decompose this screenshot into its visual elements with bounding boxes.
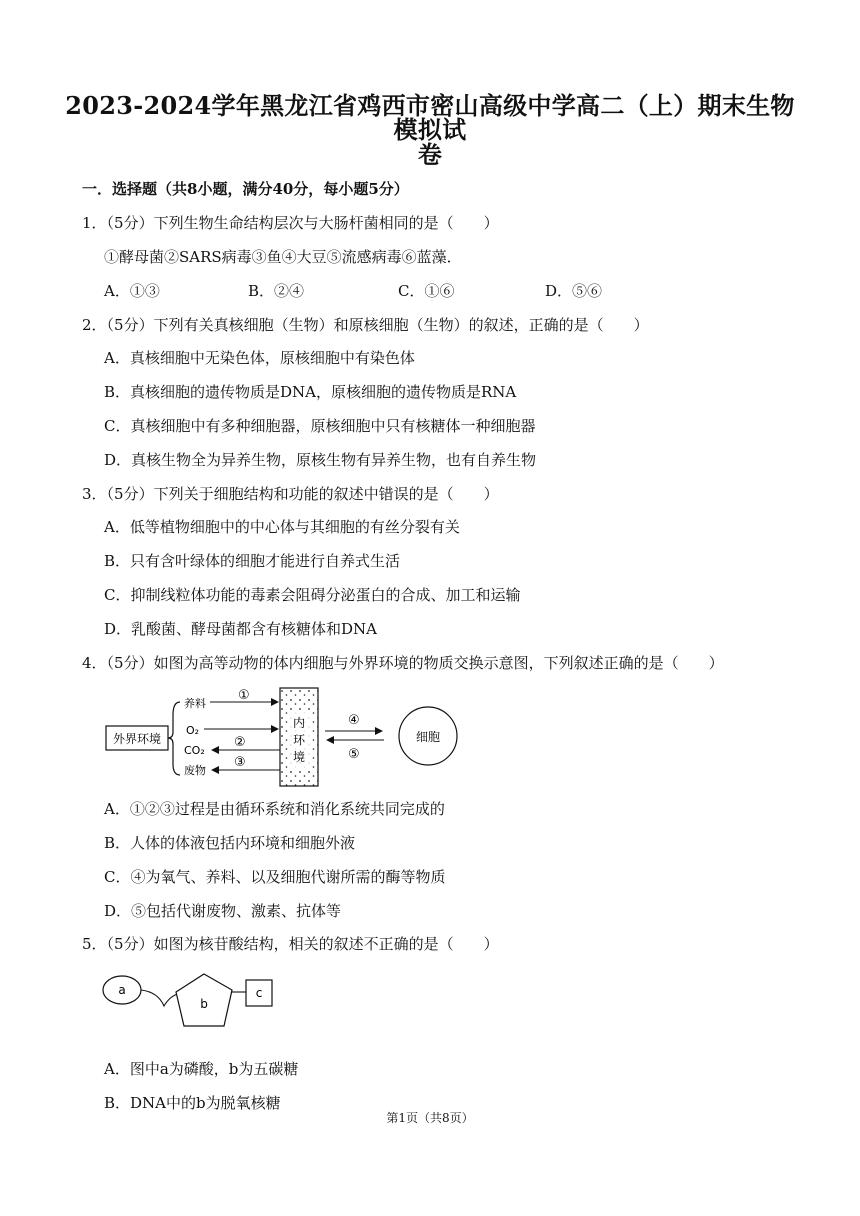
- num-2: ②: [234, 735, 246, 750]
- num-1: ①: [238, 688, 250, 703]
- q4-diagram: [100, 680, 460, 790]
- q5-stem: 5．（5分）如图为核苷酸结构，相关的叙述不正确的是（ ）: [82, 935, 499, 953]
- num-5: ⑤: [348, 747, 360, 762]
- cell-label: 细胞: [415, 730, 441, 744]
- q3-option-d[interactable]: D．乳酸菌、酵母菌都含有核糖体和DNA: [104, 620, 378, 638]
- q4-option-d[interactable]: D．⑤包括代谢废物、激素、抗体等: [104, 902, 342, 920]
- q1-items: ①酵母菌②SARS病毒③鱼④大豆⑤流感病毒⑥蓝藻．: [104, 248, 462, 266]
- q4-option-b[interactable]: B．人体的体液包括内环境和细胞外液: [104, 834, 356, 852]
- q2-option-d[interactable]: D．真核生物全为异养生物，原核生物有异养生物，也有自养生物: [104, 451, 537, 469]
- q5-nucleotide-diagram: [100, 962, 290, 1044]
- q1-stem: 1．（5分）下列生物生命结构层次与大肠杆菌相同的是（ ）: [82, 214, 499, 232]
- q2-option-c[interactable]: C．真核细胞中有多种细胞器，原核细胞中只有核糖体一种细胞器: [104, 417, 536, 435]
- q1-option-b[interactable]: B．②④: [248, 282, 305, 300]
- brace: [168, 702, 180, 775]
- q2-option-b[interactable]: B．真核细胞的遗传物质是DNA，原核细胞的遗传物质是RNA: [104, 383, 517, 401]
- bond-a-b: [141, 990, 178, 1006]
- q1-option-a[interactable]: A．①③: [104, 282, 160, 300]
- q4-stem: 4．（5分）如图为高等动物的体内细胞与外界环境的物质交换示意图，下列叙述正确的是（ ）: [82, 654, 724, 672]
- num-4: ④: [348, 713, 360, 728]
- q3-option-c[interactable]: C．抑制线粒体功能的毒素会阻碍分泌蛋白的合成、加工和运输: [104, 586, 521, 604]
- q2-option-a[interactable]: A．真核细胞中无染色体，原核细胞中有染色体: [104, 349, 415, 367]
- doc-title-line-1: 2023-2024学年黑龙江省鸡西市密山高级中学高二（上）期末生物模拟试: [65, 91, 795, 144]
- q4-option-a[interactable]: A．①②③过程是由循环系统和消化系统共同完成的: [104, 800, 445, 818]
- q4-option-c[interactable]: C．④为氧气、养料、以及细胞代谢所需的酶等物质: [104, 868, 446, 886]
- q3-stem: 3．（5分）下列关于细胞结构和功能的叙述中错误的是（ ）: [82, 485, 499, 503]
- q3-option-b[interactable]: B．只有含叶绿体的细胞才能进行自养式生活: [104, 552, 401, 570]
- nutrients-label: 养料: [184, 697, 206, 710]
- num-3: ③: [234, 755, 246, 770]
- doc-title-line-2: 卷: [417, 140, 443, 169]
- q5-option-b[interactable]: B．DNA中的b为脱氧核糖: [104, 1094, 281, 1112]
- q1-option-d[interactable]: D．⑤⑥: [545, 282, 603, 300]
- label-c: c: [255, 986, 263, 1000]
- section-heading: 一．选择题（共8小题，满分40分，每小题5分）: [82, 180, 409, 198]
- external-env-label: 外界环境: [112, 732, 162, 746]
- label-a: a: [118, 983, 126, 997]
- q2-stem: 2．（5分）下列有关真核细胞（生物）和原核细胞（生物）的叙述，正确的是（ ）: [82, 316, 649, 334]
- page-footer: 第1页（共8页）: [386, 1111, 474, 1125]
- label-b: b: [200, 997, 208, 1011]
- internal-env-char-1: 内: [292, 716, 306, 730]
- o2-label: O₂: [186, 724, 200, 737]
- waste-label: 废物: [184, 764, 206, 777]
- internal-env-char-2: 环: [292, 733, 306, 747]
- q5-option-a[interactable]: A．图中a为磷酸，b为五碳糖: [104, 1060, 299, 1078]
- internal-env-char-3: 境: [292, 750, 306, 764]
- co2-label: CO₂: [184, 744, 205, 757]
- q3-option-a[interactable]: A．低等植物细胞中的中心体与其细胞的有丝分裂有关: [104, 518, 460, 536]
- q1-option-c[interactable]: C．①⑥: [398, 282, 455, 300]
